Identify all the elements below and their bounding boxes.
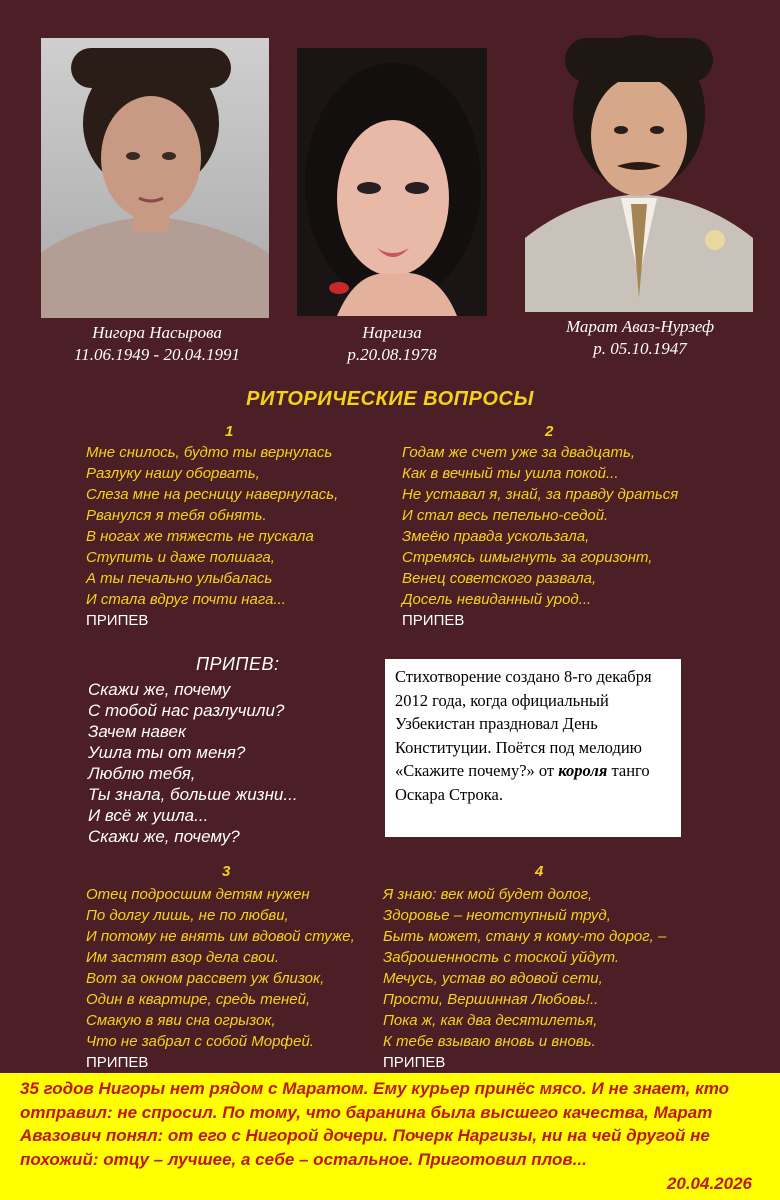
verse-line: Заброшенность с тоской уйдут. xyxy=(383,949,620,966)
chorus-line: Люблю тебя, xyxy=(88,764,196,783)
verse-number: 4 xyxy=(535,863,544,880)
verse-1 xyxy=(86,442,338,631)
verse-number: 3 xyxy=(222,863,231,880)
verse-2 xyxy=(402,442,678,631)
portrait-photo-nargiza xyxy=(297,48,487,316)
verse-line: Мечусь, устав во вдовой сети, xyxy=(383,970,603,987)
footer-date: 20.04.2026 xyxy=(666,1174,752,1193)
verse-line: Стремясь шмыгнуть за горизонт, xyxy=(402,549,653,566)
chorus-line: Скажи же, почему? xyxy=(88,827,240,846)
verse-number: 1 xyxy=(225,423,234,440)
portrait-name: Нигора Насырова xyxy=(92,323,222,342)
verse-line: Ступить и даже полшага, xyxy=(86,549,275,566)
portrait-caption-nigora xyxy=(41,322,273,366)
verse-line: Как в вечный ты ушла покой... xyxy=(402,465,619,482)
verse-line: Разлуку нашу оборвать, xyxy=(86,465,260,482)
verse-line: Венец советского развала, xyxy=(402,570,597,587)
verse-line: И стала вдруг почти нага... xyxy=(86,591,286,608)
verse-line: По долгу лишь, не по любви, xyxy=(86,907,289,924)
refrain-marker: ПРИПЕВ xyxy=(86,612,149,629)
verse-line: И стал весь пепельно-седой. xyxy=(402,507,609,524)
footer-banner xyxy=(0,1073,780,1200)
note-text-end: танго Оскара Строка. xyxy=(395,761,650,804)
refrain-marker: ПРИПЕВ xyxy=(86,1054,149,1071)
verse-line: Быть может, стану я кому-то дорог, – xyxy=(383,928,667,945)
verse-line: Прости, Вершинная Любовь!.. xyxy=(383,991,599,1008)
verse-4 xyxy=(383,884,666,1073)
poem-title: РИТОРИЧЕСКИЕ ВОПРОСЫ xyxy=(246,388,534,410)
verse-3 xyxy=(86,884,355,1073)
verse-line: Не уставал я, знай, за правду драться xyxy=(402,486,679,503)
verse-line: И потому не внять им вдовой стуже, xyxy=(86,928,355,945)
refrain-marker: ПРИПЕВ xyxy=(402,612,465,629)
note-box xyxy=(385,659,681,837)
verse-line: Здоровье – неотступный труд, xyxy=(383,907,611,924)
verse-line: Досель невиданный урод... xyxy=(402,591,592,608)
verse-line: Отец подросшим детям нужен xyxy=(86,886,310,903)
chorus-line: Зачем навек xyxy=(88,722,186,741)
verse-line: Смакую в яви сна огрызок, xyxy=(86,1012,276,1029)
portrait-dates: 11.06.1949 - 20.04.1991 xyxy=(74,345,240,364)
chorus-line: Ушла ты от меня? xyxy=(88,743,246,762)
portrait-dates: р.20.08.1978 xyxy=(347,345,437,364)
chorus-title: ПРИПЕВ: xyxy=(196,654,280,674)
verse-line: Вот за окном рассвет уж близок, xyxy=(86,970,325,987)
chorus xyxy=(88,679,298,847)
verse-line: Годам же счет уже за двадцать, xyxy=(402,444,636,461)
verse-line: Что не забрал с собой Морфей. xyxy=(86,1033,314,1050)
verse-line: Один в квартире, средь теней, xyxy=(86,991,311,1008)
verse-number: 2 xyxy=(545,423,554,440)
verse-line: Пока ж, как два десятилетья, xyxy=(383,1012,598,1029)
portrait-photo-nigora xyxy=(41,38,269,318)
verse-line: В ногах же тяжесть не пускала xyxy=(86,528,314,545)
footer-text: 35 годов Нигоры нет рядом с Маратом. Ему курьер принёс мясо. И не знает, кто отправил: не спросил. По тому, что баранина была высшего качества, Марат Авазович понял: от его с Нигорой дочери. Почерк Наргизы, ни на чей другой не похожий: отцу – лучшее, а себе – остальное. Приготовил плов... xyxy=(20,1079,729,1169)
verse-line: А ты печально улыбалась xyxy=(86,570,273,587)
portrait-caption-marat xyxy=(540,316,740,360)
chorus-line: Ты знала, больше жизни... xyxy=(88,785,298,804)
verse-line: Им застят взор дела свои. xyxy=(86,949,279,966)
verse-line: Рванулся я тебя обнять. xyxy=(86,507,267,524)
verse-line: Я знаю: век мой будет долог, xyxy=(383,886,593,903)
portrait-name: Наргиза xyxy=(362,323,422,342)
note-text: Стихотворение создано 8-го декабря 2012 года, когда официальный Узбекистан праздновал День Конституции. Поётся под мелодию «Скажите почему?» от xyxy=(395,667,652,780)
chorus-line: С тобой нас разлучили? xyxy=(88,701,285,720)
verse-line: Мне снилось, будто ты вернулась xyxy=(86,444,333,461)
chorus-line: Скажи же, почему xyxy=(88,680,231,699)
portrait-caption-nargiza xyxy=(292,322,492,366)
refrain-marker: ПРИПЕВ xyxy=(383,1054,446,1071)
verse-line: Слеза мне на ресницу навернулась, xyxy=(86,486,339,503)
portrait-photo-marat xyxy=(525,18,753,312)
portrait-dates: р. 05.10.1947 xyxy=(593,339,687,358)
portrait-name: Марат Аваз-Нурзеф xyxy=(565,317,715,336)
note-bold-word: короля xyxy=(558,761,608,780)
chorus-line: И всё ж ушла... xyxy=(88,806,209,825)
verse-line: Змеёю правда ускользала, xyxy=(402,528,590,545)
verse-line: К тебе взываю вновь и вновь. xyxy=(383,1033,596,1050)
